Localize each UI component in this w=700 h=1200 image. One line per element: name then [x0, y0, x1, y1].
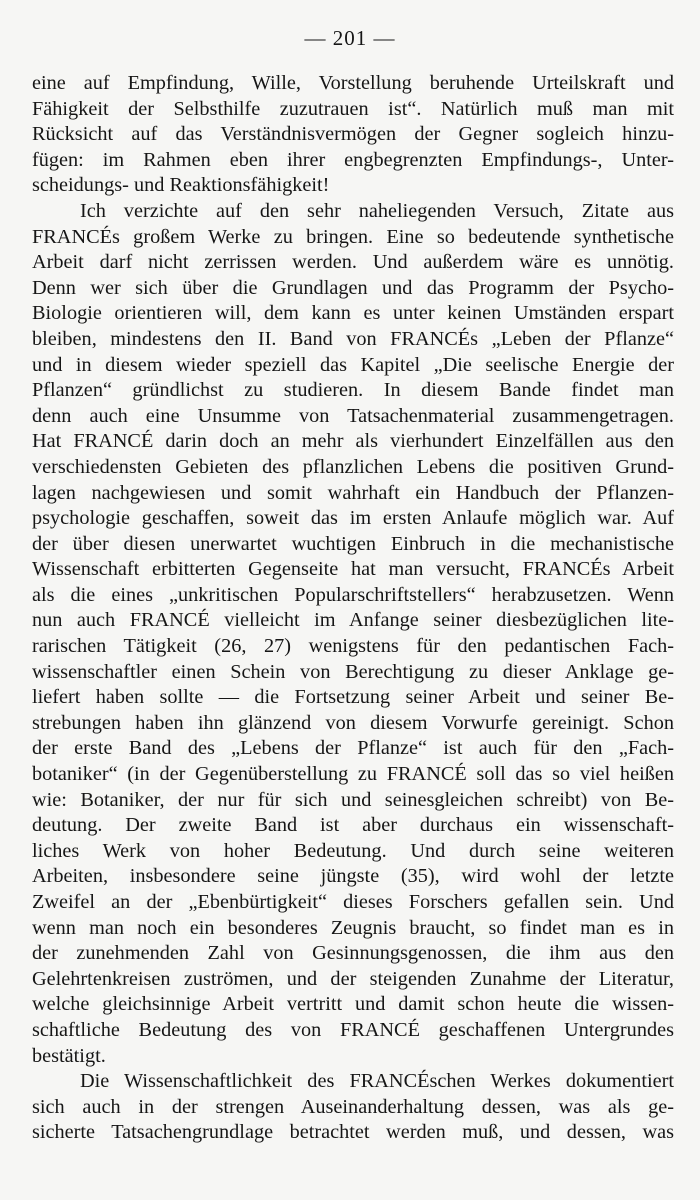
text-line: botaniker“ (in der Gegenüberstellung zu FRANCÉ soll das so viel heißen: [32, 763, 674, 786]
page-number: — 201 —: [304, 26, 396, 50]
text-line: Wissenschaft erbitterten Gegenseite hat man versucht, FRANCÉs Arbeit: [32, 558, 674, 581]
text-line: wissenschaftler einen Schein von Berechtigung zu dieser Anklage ge-: [32, 660, 674, 683]
text-line: schaftliche Bedeutung des von FRANCÉ geschaffenen Untergrundes: [32, 1018, 674, 1041]
text-line: Pflanzen“ gründlichst zu studieren. In diesem Bande findet man: [32, 379, 674, 402]
text-line: Denn wer sich über die Grundlagen und das Programm der Psycho-: [32, 276, 674, 299]
text-line: sicherte Tatsachengrundlage betrachtet werden muß, und dessen, was: [32, 1121, 674, 1144]
text-line: psychologie geschaffen, soweit das im ersten Anlaufe möglich war. Auf: [32, 507, 674, 530]
text-line: Gelehrtenkreisen zuströmen, und der steigenden Zunahme der Literatur,: [32, 967, 674, 990]
paragraph: [32, 71, 674, 199]
text-line: wie: Botaniker, der nur für sich und seinesgleichen schreibt) von Be-: [32, 788, 674, 811]
text-line: Hat FRANCÉ darin doch an mehr als vierhundert Einzelfällen aus den: [32, 430, 674, 453]
text-line: Ich verzichte auf den sehr naheliegenden Versuch, Zitate aus: [80, 199, 674, 222]
text-line: rarischen Tätigkeit (26, 27) wenigstens für den pedantischen Fach-: [32, 635, 674, 658]
text-line: Die Wissenschaftlichkeit des FRANCÉschen Werkes dokumentiert: [80, 1070, 674, 1093]
text-line: der erste Band des „Lebens der Pflanze“ ist auch für den „Fach-: [32, 737, 674, 760]
text-line: als die eines „unkritischen Popularschriftstellers“ herabzusetzen. Wenn: [32, 583, 674, 606]
text-line: Arbeiten, insbesondere seine jüngste (35), wird wohl der letzte: [32, 865, 674, 888]
text-line: Arbeit darf nicht zerrissen werden. Und außerdem wäre es unnötig.: [32, 251, 674, 274]
text-line: strebungen haben ihn glänzend von diesem Vorwurfe gereinigt. Schon: [32, 711, 674, 734]
text-line: fügen: im Rahmen eben ihrer engbegrenzten Empfindungs-, Unter-: [32, 148, 674, 171]
text-line: und in diesem wieder speziell das Kapitel „Die seelische Energie der: [32, 353, 674, 376]
text-line: sich auch in der strengen Auseinanderhaltung dessen, was als ge-: [32, 1095, 674, 1118]
text-line: Zweifel an der „Ebenbürtigkeit“ dieses Forschers gefallen sein. Und: [32, 891, 674, 913]
text-line: der zunehmenden Zahl von Gesinnungsgenossen, die ihm aus den: [32, 942, 674, 965]
text-line: wenn man noch ein besonderes Zeugnis braucht, so findet man es in: [32, 916, 674, 939]
text-line: bleiben, mindestens den II. Band von FRANCÉs „Leben der Pflanze“: [32, 327, 674, 350]
text-line: Biologie orientieren will, dem kann es unter keinen Umständen erspart: [32, 302, 674, 325]
text-line: Fähigkeit der Selbsthilfe zuzutrauen ist“. Natürlich muß man mit: [32, 97, 674, 120]
text-line: der über diesen unerwartet wuchtigen Einbruch in die mechanistische: [32, 532, 674, 555]
text-line: deutung. Der zweite Band ist aber durchaus ein wissenschaft-: [32, 814, 674, 837]
body-text: [32, 71, 674, 1146]
text-line: lagen nachgewiesen und somit wahrhaft ein Handbuch der Pflanzen-: [32, 481, 674, 504]
paragraph: [32, 199, 674, 1069]
paragraph: [32, 1069, 674, 1146]
text-line: bestätigt.: [32, 1044, 106, 1067]
text-line: nun auch FRANCÉ vielleicht im Anfange seiner diesbezüglichen lite-: [32, 609, 674, 632]
text-line: welche gleichsinnige Arbeit vertritt und damit schon heute die wissen-: [32, 993, 674, 1016]
text-line: verschiedensten Gebieten des pflanzlichen Lebens die positiven Grund-: [32, 455, 674, 478]
text-line: scheidungs- und Reaktionsfähigkeit!: [32, 174, 330, 197]
text-line: Rücksicht auf das Verständnisvermögen der Gegner sogleich hinzu-: [32, 123, 674, 146]
text-line: denn auch eine Unsumme von Tatsachenmaterial zusammengetragen.: [32, 404, 674, 427]
text-line: eine auf Empfindung, Wille, Vorstellung beruhende Urteilskraft und: [32, 72, 674, 94]
text-line: liches Werk von hoher Bedeutung. Und durch seine weiteren: [32, 839, 674, 862]
text-line: FRANCÉs großem Werke zu bringen. Eine so bedeutende synthetische: [32, 225, 674, 248]
text-line: liefert haben sollte — die Fortsetzung seiner Arbeit und seiner Be-: [32, 686, 674, 709]
